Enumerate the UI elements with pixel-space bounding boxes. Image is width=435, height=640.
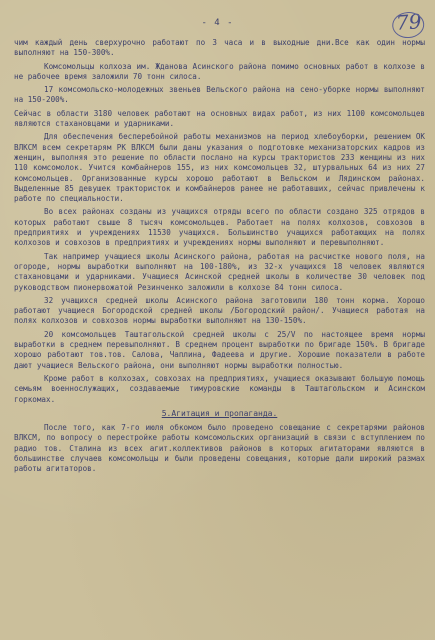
- paragraph: Сейчас в области 3180 человек работают на основных видах работ, из них 1100 комсомольцев являются стахановцами и ударниками.: [14, 108, 425, 129]
- paragraph: Во всех районах созданы из учащихся отряды всего по области создано 325 отрядов в которых работают свыше 8 тысяч комсомольцев. Работает на полях колхозов, совхозов в предприятиях и учреждениях 11530 учащихся. Большинство учащихся работающих на полях колхозов и совхозов в предприятиях и учреждениях нормы выполняют и перевыполняют.: [14, 207, 425, 248]
- paragraph: Комсомольцы колхоза им. Жданова Асинского района помимо основных работ в колхозе в не рабочее время заложили 70 тонн силоса.: [14, 61, 425, 81]
- page-number: - 4 -: [201, 18, 234, 28]
- archive-number-stamp: 79: [394, 9, 422, 35]
- paragraph: 32 учащихся средней школы Асинского района заготовили 180 тонн корма. Хорошо работают учащиеся Богородской средней школы /Богородский район/. Учащиеся работая на полях колхозов и совхозов нормы выработки выполняют на 130-150%.: [14, 295, 425, 326]
- paragraph: Так например учащиеся школы Асинского района, работая на расчистке нового поля, на огороде, нормы выработки выполняют на 100-180%, из 32-х учащихся 18 человек являются стахановцами и ударниками. Учащиеся Асинской средней школы в количестве 30 человек под руководством пионервожатой Резинченко заложили в колхозе 84 тонн силоса.: [14, 251, 425, 292]
- paragraph: 20 комсомольцев Таштагольской средней школы с 25/V по настоящее время нормы выработки в среднем перевыполняют. В среднем процент выработки по бригаде 150%. В бригаде хорошо работают тов.тов. Салова, Чаплина, Фадеева и другие. Хорошие показатели в работе дают учащиеся Вельского района, они выполняют нормы выработки полностью.: [14, 329, 425, 370]
- document-body: [14, 38, 425, 478]
- section-title: [14, 409, 425, 419]
- paragraph: 17 комсомольско-молодежных звеньев Вельского района на сено-уборке нормы выполняют на 150-200%.: [14, 85, 425, 105]
- section-title-text: 5.Агитация и пропаганда.: [161, 408, 278, 418]
- paragraph: чим каждый день сверхурочно работают по 3 часа и в выходные дни.Все как один нормы выполняют на 150-300%.: [14, 38, 425, 58]
- paragraph: После того, как 7-го июля обкомом было проведено совещание с секретарями районов ВЛКСМ, по вопросу о перестройке работы комсомольских организаций в связи с вступлением по радио тов. Сталина из всех агит.коллективов районов в которых агитаторами являются в большинстве случаев комсомольцы и были проведены совещания, которые дали широкий размах работы агитаторов.: [14, 423, 425, 474]
- paragraph: Для обеспечения бесперебойной работы механизмов на период хлебоуборки, решением ОК ВЛКСМ всем секретарям РК ВЛКСМ были даны указания о подготовке механизаторских кадров из женщин, выполняя это решение по области послано на курсы трактористов 233 женщины из них 110 комсомолок. Учится комбайнеров 155, из них комсомольцев 32, штурвальных 64 из них 27 комсомольцев. Организованные курсы хорошо работают в Вельском и Лядинском районах. Выделенные 85 девушек трактористок и комбайнеров ранее не работавших, сейчас привлечены к работе по специальности.: [14, 132, 425, 204]
- paragraph: Кроме работ в колхозах, совхозах на предприятиях, учащиеся оказывают большую помощь семьям военнослужащих, создаваемые тимуровские команды в Таштагольском и Асинском горкомах.: [14, 373, 425, 404]
